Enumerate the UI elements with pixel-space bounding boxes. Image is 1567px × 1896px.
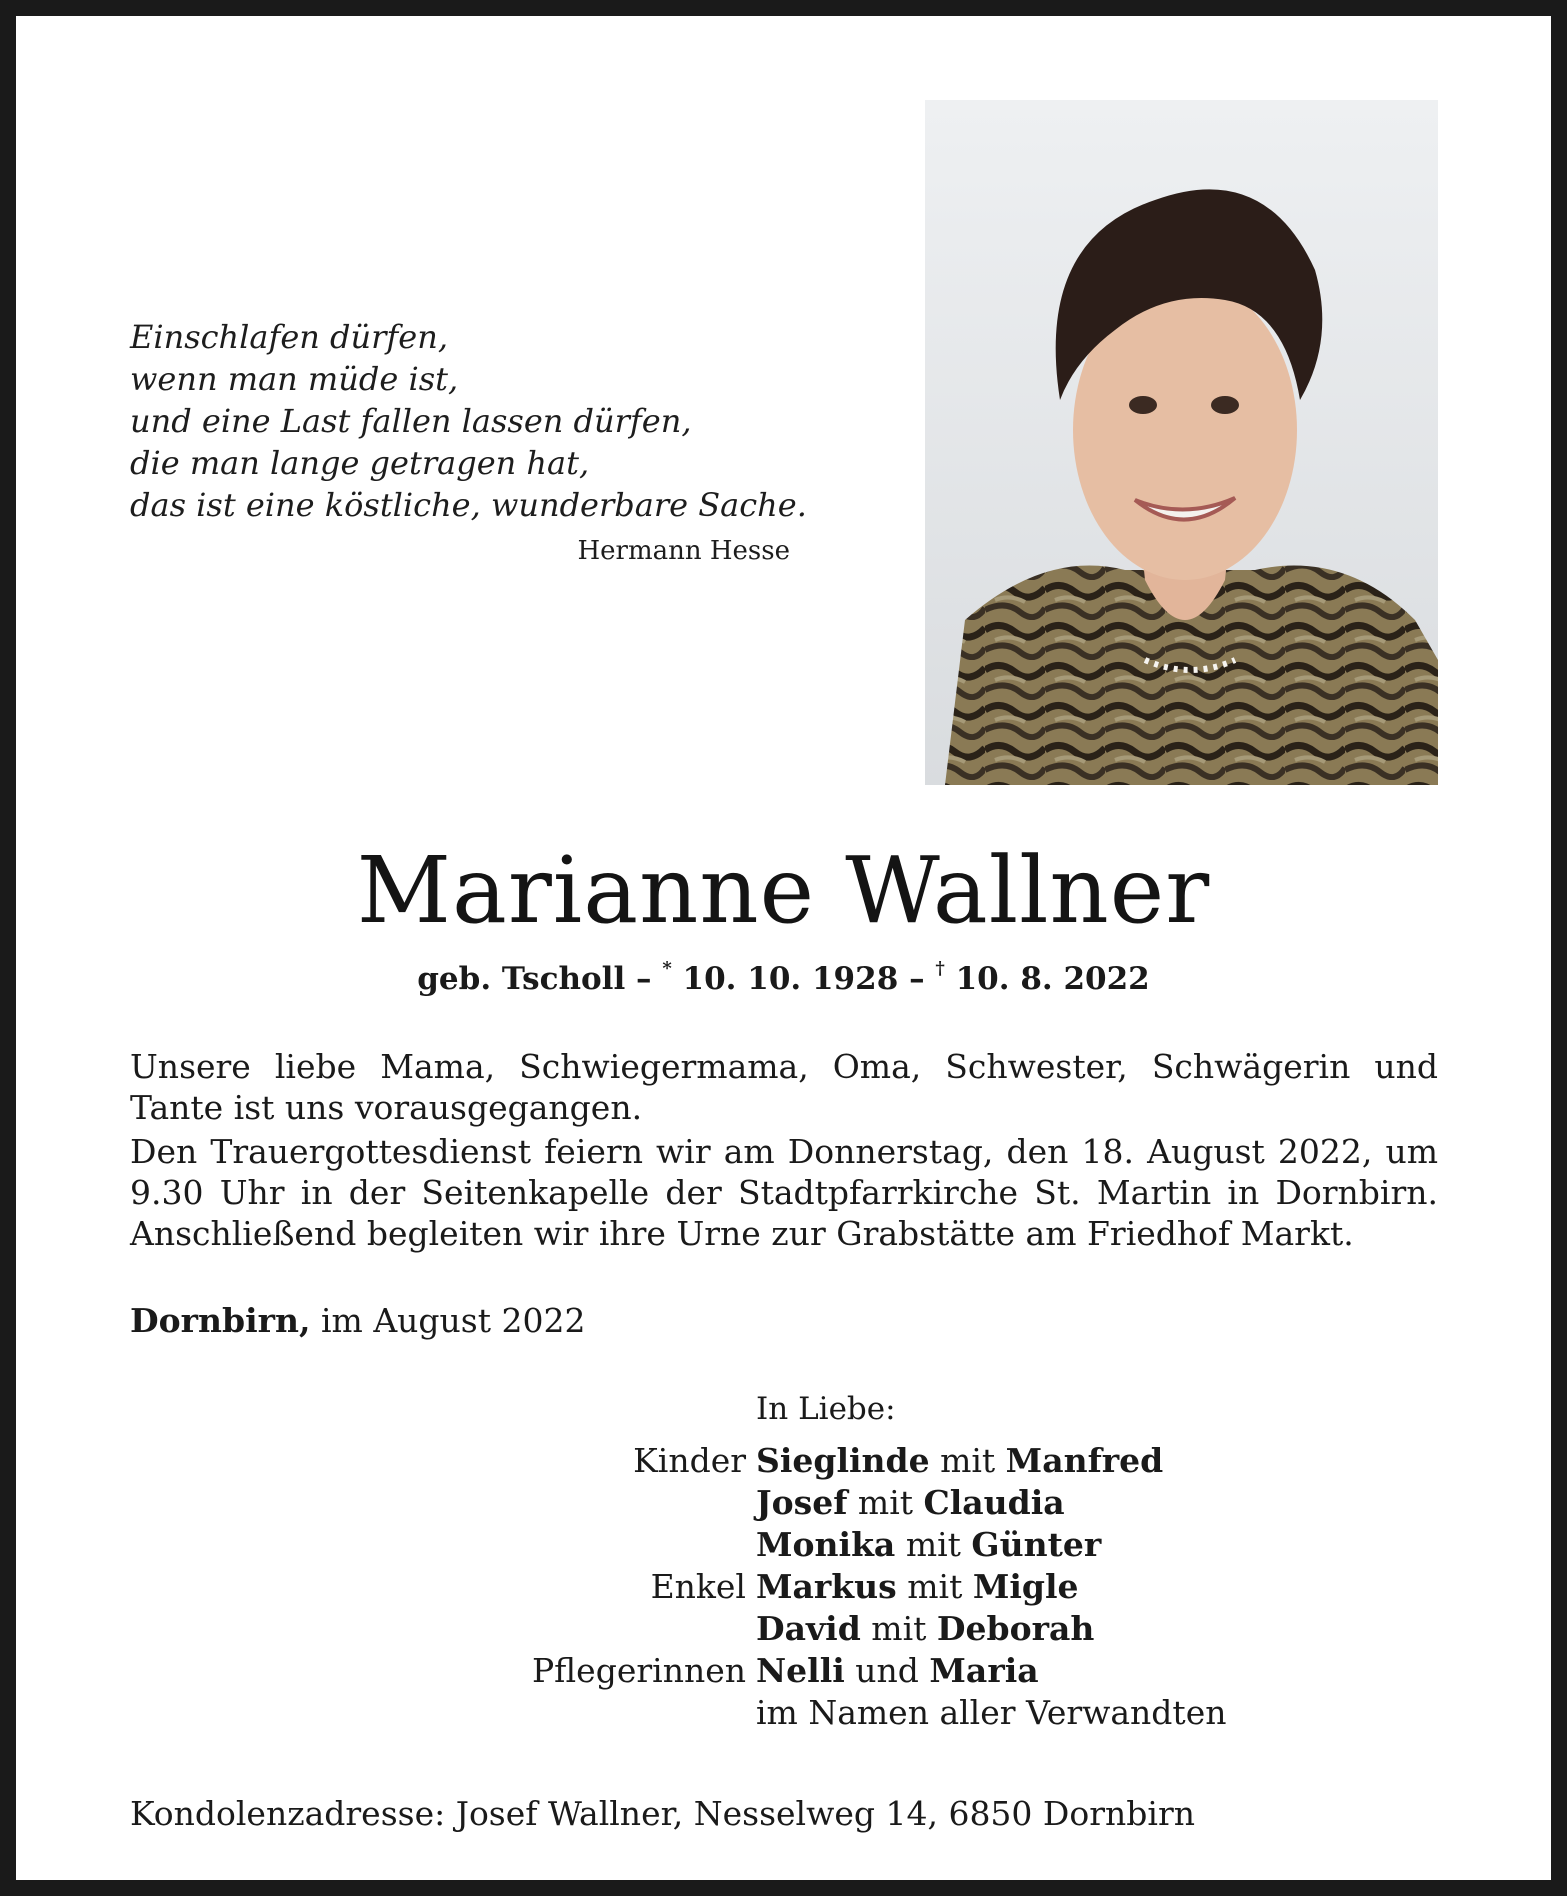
family-row xyxy=(16,1441,1551,1483)
family-row xyxy=(16,1651,1551,1693)
family-member: Günter xyxy=(971,1525,1102,1564)
maiden-name: geb. Tscholl xyxy=(417,961,626,997)
quote xyxy=(130,316,807,526)
family-join: mit xyxy=(896,1567,973,1606)
family-group-label: Pflegerinnen xyxy=(531,1651,746,1690)
family-member: Migle xyxy=(972,1567,1079,1606)
family-join: mit xyxy=(929,1441,1006,1480)
family-member: Nelli xyxy=(756,1651,845,1690)
family-group-label: Enkel xyxy=(650,1567,746,1606)
quote-line: Einschlafen dürfen, xyxy=(130,318,448,356)
place-city: Dornbirn, xyxy=(130,1301,311,1340)
family-join: mit xyxy=(860,1609,937,1648)
family-join: mit xyxy=(895,1525,972,1564)
place-date xyxy=(130,1301,585,1340)
family-member: David xyxy=(756,1609,861,1648)
family-member: Manfred xyxy=(1005,1441,1164,1480)
family-member: Sieglinde xyxy=(756,1441,930,1480)
quote-line: und eine Last fallen lassen dürfen, xyxy=(130,402,692,440)
family-intro: In Liebe: xyxy=(756,1391,896,1427)
birth-star-icon: * xyxy=(662,957,672,979)
family-row xyxy=(16,1483,1551,1525)
family-group-label: Kinder xyxy=(633,1441,746,1480)
family-member: Josef xyxy=(756,1483,848,1522)
family-member: Monika xyxy=(756,1525,896,1564)
portrait-photo xyxy=(925,100,1438,785)
deceased-name: Marianne Wallner xyxy=(356,837,1211,944)
announcement-paragraph: Unsere liebe Mama, Schwiegermama, Oma, Schwester, Schwägerin und Tante ist uns vorausgegangen. xyxy=(130,1047,1438,1127)
quote-line: die man lange getragen hat, xyxy=(130,444,590,482)
family-join: mit xyxy=(847,1483,924,1522)
condolence-address: Kondolenzadresse: Josef Wallner, Nesselweg 14, 6850 Dornbirn xyxy=(130,1794,1195,1833)
family-member: Maria xyxy=(929,1651,1039,1690)
family-row xyxy=(16,1693,1551,1735)
family-member: Claudia xyxy=(923,1483,1065,1522)
death-cross-icon: † xyxy=(935,957,945,979)
date-separator: – xyxy=(625,961,663,997)
obituary-page xyxy=(16,16,1551,1880)
life-dates xyxy=(16,957,1551,997)
death-date: 10. 8. 2022 xyxy=(944,961,1150,997)
family-row xyxy=(16,1525,1551,1567)
family-row xyxy=(16,1609,1551,1651)
family-member: Deborah xyxy=(936,1609,1095,1648)
date-separator: – xyxy=(898,961,936,997)
quote-line: das ist eine köstliche, wunderbare Sache. xyxy=(130,486,807,524)
family-closing: im Namen aller Verwandten xyxy=(756,1693,1227,1732)
service-paragraph: Den Trauergottesdienst feiern wir am Donnerstag, den 18. August 2022, um 9.30 Uhr in der Seitenkapelle der Stadtpfarrkirche St. Martin in Dornbirn. Anschließend begleiten wir ihre Urne zur Grabstätte am Friedhof Markt. xyxy=(130,1132,1438,1253)
family-list xyxy=(16,1441,1551,1735)
portrait-illustration xyxy=(925,100,1438,785)
family-row xyxy=(16,1567,1551,1609)
quote-line: wenn man müde ist, xyxy=(130,360,459,398)
quote-author: Hermann Hesse xyxy=(577,536,790,566)
place-month: im August 2022 xyxy=(310,1301,586,1340)
family-member: Markus xyxy=(756,1567,897,1606)
birth-date: 10. 10. 1928 xyxy=(671,961,899,997)
family-join: und xyxy=(844,1651,930,1690)
